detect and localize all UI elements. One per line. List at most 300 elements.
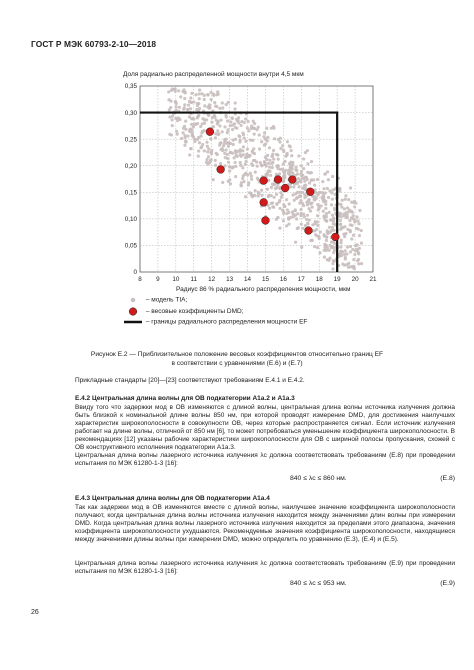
tia-point [190,101,193,104]
tia-point [322,187,325,190]
tia-point [266,172,269,175]
tia-point [278,199,281,202]
tia-point [260,194,263,197]
tia-point [234,161,237,164]
tia-point [203,104,206,107]
tia-point [184,136,187,139]
tia-point [288,168,291,171]
tia-point [339,219,342,222]
tia-point [278,140,281,143]
tia-point [331,198,334,201]
tia-point [356,219,359,222]
tia-point [273,196,276,199]
tia-point [338,190,341,193]
tia-point [287,211,290,214]
tia-point [300,170,303,173]
tia-point [326,230,329,233]
tia-point [349,186,352,189]
tia-point [314,222,317,225]
tia-point [214,159,217,162]
tia-point [345,252,348,255]
tia-point [250,162,253,165]
tia-point [270,127,273,130]
x-tick-label: 18 [315,276,323,283]
tia-point [206,93,209,96]
tia-point [197,154,200,157]
tia-point [349,245,352,248]
tia-point [316,246,319,249]
y-axis-label: Доля радиально распределенной мощности внутри 4,5 мкм [123,71,304,78]
tia-point [223,125,226,128]
tia-point [299,214,302,217]
tia-point [183,97,186,100]
tia-point [339,203,342,206]
tia-point [212,125,215,128]
tia-point [297,226,300,229]
tia-point [310,171,313,174]
tia-point [360,262,363,265]
tia-point [227,145,230,148]
tia-point [344,256,347,259]
tia-point [194,93,197,96]
tia-point [303,193,306,196]
tia-point [205,141,208,144]
tia-point [286,152,289,155]
tia-point [225,103,228,106]
tia-point [357,258,360,261]
y-tick-label: 0,05 [124,242,137,250]
tia-point [247,183,250,186]
dmd-point [260,198,268,206]
tia-point [349,250,352,253]
tia-point [254,189,257,192]
tia-point [290,154,293,157]
tia-point [231,128,234,131]
tia-point [196,115,199,118]
tia-point [175,130,178,133]
tia-point [348,209,351,212]
tia-point [246,126,249,129]
tia-point [271,154,274,157]
tia-point [321,180,324,183]
x-axis-label: Радиус 86 % радиального распределения мощности, мкм [176,286,351,293]
caption-line-1: Рисунок Е.2 — Приблизительное положение весовых коэффициентов относительно границ EF [90,351,384,358]
tia-point [245,160,248,163]
tia-point [246,148,249,151]
tia-point [347,262,350,265]
tia-point [278,172,281,175]
tia-point [306,162,309,165]
tia-point [267,194,270,197]
tia-point [300,164,303,167]
tia-point [183,106,186,109]
tia-point [229,124,232,127]
tia-point [344,198,347,201]
tia-point [287,216,290,219]
tia-point [218,124,221,127]
tia-point [227,161,230,164]
tia-point [250,125,253,128]
tia-point [315,228,318,231]
tia-point [268,207,271,210]
tia-point [190,123,193,126]
tia-point [282,148,285,151]
tia-point [272,206,275,209]
tia-point [190,117,193,120]
section-e42-paragraph-2: Центральная длина волны лазерного источника излучения λc должна соответствовать требованиям (Е.8) при проведении испытания по МЭК 61280-1-3 [16]: [75,452,455,467]
tia-point [219,162,222,165]
tia-point [221,101,224,104]
tia-point [343,225,346,228]
tia-point [323,173,326,176]
tia-point [294,166,297,169]
tia-point [221,181,224,184]
tia-point [324,207,327,210]
tia-point [351,248,354,251]
tia-point [206,145,209,148]
tia-point [360,242,363,245]
tia-point [243,136,246,139]
y-tick-label: 0,15 [124,189,137,197]
tia-point [326,187,329,190]
tia-point [275,203,278,206]
tia-point [183,125,186,128]
scatter-chart [118,80,380,290]
tia-point [296,172,299,175]
tia-point [279,207,282,210]
tia-point [182,131,185,134]
tia-point [278,227,281,230]
tia-point [331,214,334,217]
formula-e9-number: (Е.9) [440,580,455,587]
tia-point [225,115,228,118]
tia-point [285,198,288,201]
tia-point [218,107,221,110]
tia-point [171,87,174,90]
tia-point [197,136,200,139]
dmd-point [217,166,225,174]
tia-point [331,226,334,229]
y-tick-label: 0,30 [124,109,137,117]
tia-point [208,107,211,110]
tia-point [265,158,268,161]
tia-point [291,172,294,175]
tia-point [188,130,191,133]
formula-e9 [75,580,455,590]
legend-label-dmd: – весовые коэффициенты DMD; [145,308,244,316]
tia-point [357,251,360,254]
tia-point [260,140,263,143]
tia-point [339,223,342,226]
tia-point [203,149,206,152]
x-tick-label: 15 [261,276,269,283]
tia-point [323,243,326,246]
tia-point [289,161,292,164]
tia-point [224,156,227,159]
tia-point [221,130,224,133]
tia-point [242,145,245,148]
x-tick-label: 12 [208,276,216,283]
tia-point [298,202,301,205]
tia-point [210,98,213,101]
tia-point [221,149,224,152]
x-tick-label: 17 [297,276,305,283]
section-e43-paragraph-1: Так как задержки мод в ОВ изменяются вместе с длиной волны, наилучшее значение коэффициента широкополосности получают, когда центральная длина волны источника излучения находится между значениями длин волны при измерении DMD. Когда центральная длина волны лазерного источника излучения находится за пределами этого диапазона, значения коэффициента широкополосности ухудшаются. Рекомендуемые значения коэффициента широкополосности, находящиеся между значениями длины волны при измерении DMD, можно определить по уравнению (Е.3), (Е.4) и (Е.5). [75,504,455,543]
tia-point [251,139,254,142]
tia-point [325,212,328,215]
tia-point [306,222,309,225]
tia-point [282,162,285,165]
tia-point [349,229,352,232]
tia-point [244,117,247,120]
tia-point [331,245,334,248]
formula-e8-number: (Е.8) [440,475,455,482]
tia-point [198,92,201,95]
tia-point [232,143,235,146]
tia-point [353,201,356,204]
tia-point [267,162,270,165]
tia-point [327,196,330,199]
tia-point [249,154,252,157]
tia-point [174,100,177,103]
tia-point [224,148,227,151]
tia-point [313,184,316,187]
tia-point [239,139,242,142]
formula-e8-text: 840 ≤ λc ≤ 860 нм. [290,475,347,482]
tia-point [306,171,309,174]
tia-point [301,202,304,205]
legend-label-boundary: – границы радиального распределения мощности EF [145,318,308,326]
tia-point [221,106,224,109]
tia-point [353,253,356,256]
tia-point [288,202,291,205]
tia-point [348,219,351,222]
tia-point [216,129,219,132]
tia-point [244,163,247,166]
tia-point [223,142,226,145]
tia-point [346,214,349,217]
tia-point [289,145,292,148]
tia-point [250,178,253,181]
tia-point [186,134,189,137]
tia-point [265,127,268,130]
tia-point [303,215,306,218]
tia-point [260,189,263,192]
tia-point [279,191,282,194]
tia-point [237,150,240,153]
tia-point [257,178,260,181]
tia-point [272,157,275,160]
tia-point [198,107,201,110]
x-tick-label: 21 [369,276,377,283]
tia-point [358,234,361,237]
tia-point [324,218,327,221]
tia-point [179,95,182,98]
tia-point [273,137,276,140]
x-tick-label: 8 [138,276,142,283]
tia-point [283,171,286,174]
tia-point [281,168,284,171]
y-tick-label: 0 [133,269,137,277]
tia-point [171,115,174,118]
tia-point [258,147,261,150]
tia-point [311,206,314,209]
tia-point [243,173,246,176]
tia-point [268,170,271,173]
tia-point [331,267,334,270]
tia-point [197,149,200,152]
tia-point [323,235,326,238]
tia-point [253,122,256,125]
tia-point [234,101,237,104]
tia-point [339,245,342,248]
tia-point [299,208,302,211]
tia-point [229,182,232,185]
tia-point [167,90,170,93]
tia-point [300,223,303,226]
x-tick-label: 13 [226,276,234,283]
tia-point [271,182,274,185]
tia-point [201,117,204,120]
x-tick-label: 11 [190,276,198,283]
tia-point [244,140,247,143]
tia-point [318,251,321,254]
tia-point [214,136,217,139]
tia-point [233,107,236,110]
tia-point [353,219,356,222]
tia-point [341,262,344,265]
tia-point [355,248,358,251]
tia-point [187,103,190,106]
tia-point [353,205,356,208]
tia-point [255,128,258,131]
tia-point [322,210,325,213]
tia-point [338,254,341,257]
tia-point [171,124,174,127]
tia-point [247,129,250,132]
tia-point [329,218,332,221]
tia-point [341,199,344,202]
tia-point [263,143,266,146]
x-tick-label: 20 [351,276,359,283]
tia-point [228,178,231,181]
tia-point [228,165,231,168]
tia-point [176,119,179,122]
tia-point [263,131,266,134]
tia-point [301,227,304,230]
tia-point [309,239,312,242]
tia-point [183,103,186,106]
tia-point [330,191,333,194]
tia-point [180,137,183,140]
tia-point [209,137,212,140]
tia-point [250,174,253,177]
tia-point [300,246,303,249]
tia-point [286,140,289,143]
tia-point [205,158,208,161]
tia-point [316,224,319,227]
tia-point [349,223,352,226]
tia-point [198,97,201,100]
tia-point [219,119,222,122]
tia-point [328,211,331,214]
tia-point [213,101,216,104]
dmd-point [288,176,296,184]
tia-point [215,119,218,122]
tia-point [212,178,215,181]
tia-point [314,191,317,194]
tia-point [203,98,206,101]
section-e43-paragraph-2: Центральная длина волны лазерного источника излучения λc должна соответствовать требованиям (Е.9) при проведении испытания по МЭК 61280-1-3 [16]: [75,560,455,575]
tia-point [276,154,279,157]
tia-point [235,118,238,121]
tia-point [255,160,258,163]
tia-point [206,150,209,153]
page-number: 26 [31,609,39,616]
tia-point [257,194,260,197]
tia-point [306,203,309,206]
legend-label-tia: – модель TIA; [145,296,188,304]
tia-point [297,154,300,157]
tia-point [338,211,341,214]
tia-point [244,195,247,198]
dmd-point [260,177,268,185]
tia-point [276,167,279,170]
tia-point [358,209,361,212]
tia-point [209,158,212,161]
tia-point [168,108,171,111]
section-e43-heading: Е.4.3 Центральная длина волны для ОВ подкатегории А1а.4 [75,495,270,502]
dmd-point [274,176,282,184]
tia-point [292,193,295,196]
tia-point [310,178,313,181]
tia-point [282,219,285,222]
tia-point [259,161,262,164]
tia-point [316,214,319,217]
x-tick-label: 10 [172,276,180,283]
tia-point [340,206,343,209]
tia-point [268,146,271,149]
tia-point [282,179,285,182]
tia-point [228,169,231,172]
tia-point [332,222,335,225]
tia-point [312,198,315,201]
tia-point [170,133,173,136]
tia-point [283,160,286,163]
tia-point [201,130,204,133]
tia-point [266,139,269,142]
tia-point [252,159,255,162]
tia-point [294,209,297,212]
tia-point [328,226,331,229]
caption-line-2: в соответствии с уравнениями (Е.6) и (Е.7) [171,360,303,367]
tia-point [327,259,330,262]
dmd-point [262,217,270,225]
tia-point [215,152,218,155]
tia-point [226,119,229,122]
tia-point [176,132,179,135]
tia-point [241,149,244,152]
tia-point [227,141,230,144]
tia-point [355,215,358,218]
tia-point [357,222,360,225]
tia-point [277,158,280,161]
section-e42-paragraph-1: Ввиду того что задержки мод в ОВ изменяются с длиной волны, центральная длина волны источника излучения должна быть близкой к номинальной длине волны 850 нм, при которой проводят измерение DMD, для достижения наилучших характеристик широкополосности в совокупности ОВ, через которые распространяется сигнал. Если источник излучения работает на длине волны, отличной от 850 нм [6], то может потребоваться уменьшение коэффициента широкополосности. В рекомендациях [12] указаны рабочие характеристики широкополосности для ОВ с шириной полосы пропускания, схожей с ОВ конструктивного исполнения подкатегории А1а.3. [75,404,455,451]
tia-point [344,249,347,252]
tia-point [275,218,278,221]
tia-point [232,156,235,159]
x-tick-label: 19 [333,276,341,283]
